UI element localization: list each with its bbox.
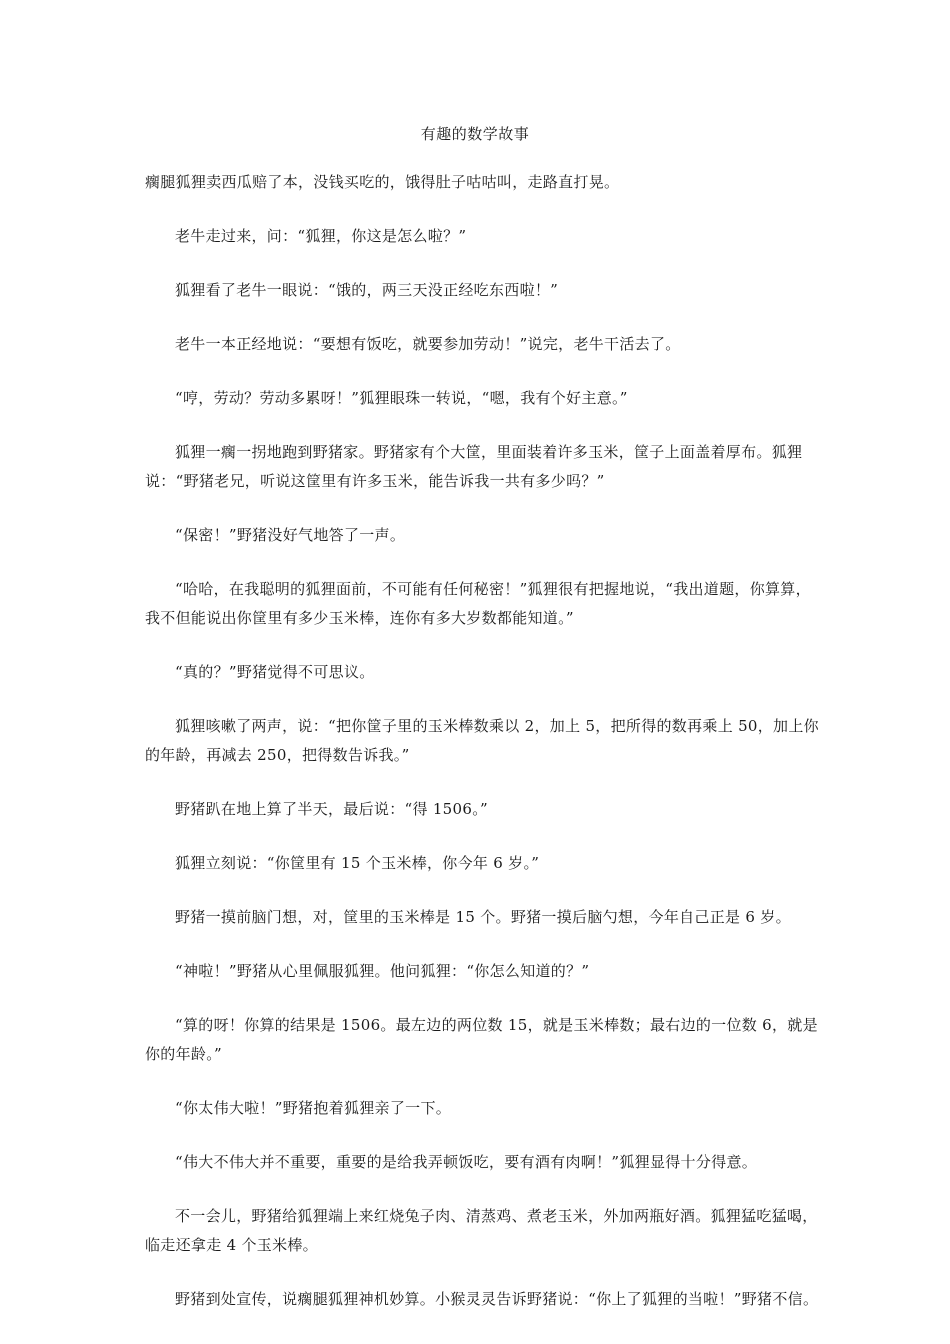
- paragraph: 狐狸立刻说：“你筐里有 15 个玉米棒，你今年 6 岁。”: [175, 854, 540, 872]
- document-title: 有趣的数学故事: [420, 125, 530, 143]
- document-body: [145, 168, 820, 1339]
- paragraph: 不一会儿，野猪给狐狸端上来红烧兔子肉、清蒸鸡、煮老玉米，外加两瓶好酒。狐狸猛吃猛喝，临走还拿走 4 个玉米棒。: [145, 1207, 818, 1254]
- paragraph: 狐狸看了老牛一眼说：“饿的，两三天没正经吃东西啦！”: [175, 281, 559, 299]
- paragraph: “你太伟大啦！”野猪抱着狐狸亲了一下。: [175, 1099, 452, 1117]
- paragraph: “哈哈，在我聪明的狐狸面前，不可能有任何秘密！”狐狸很有把握地说，“我出道题，你算算，我不但能说出你筐里有多少玉米棒，连你有多大岁数都能知道。”: [145, 580, 811, 627]
- paragraph: “哼，劳动？劳动多累呀！”狐狸眼珠一转说，“嗯，我有个好主意。”: [175, 389, 628, 407]
- paragraph: 老牛走过来，问：“狐狸，你这是怎么啦？”: [175, 227, 467, 245]
- paragraph: 野猪到处宣传，说瘸腿狐狸神机妙算。小猴灵灵告诉野猪说：“你上了狐狸的当啦！”野猪不信。: [175, 1290, 819, 1308]
- paragraph: 狐狸一瘸一拐地跑到野猪家。野猪家有个大筐，里面装着许多玉米，筐子上面盖着厚布。狐狸说：“野猪老兄，听说这筐里有许多玉米，能告诉我一共有多少吗？”: [145, 443, 803, 490]
- paragraph: 野猪趴在地上算了半天，最后说：“得 1506。”: [175, 800, 488, 818]
- paragraph: 老牛一本正经地说：“要想有饭吃，就要参加劳动！”说完，老牛干活去了。: [175, 335, 681, 353]
- paragraph: 瘸腿狐狸卖西瓜赔了本，没钱买吃的，饿得肚子咕咕叫，走路直打晃。: [145, 173, 620, 191]
- paragraph: 狐狸咳嗽了两声，说：“把你筐子里的玉米棒数乘以 2，加上 5，把所得的数再乘上 50，加上你的年龄，再减去 250，把得数告诉我。”: [145, 717, 819, 764]
- paragraph: 野猪一摸前脑门想，对，筐里的玉米棒是 15 个。野猪一摸后脑勺想，今年自己正是 6 岁。: [175, 908, 791, 926]
- paragraph: “神啦！”野猪从心里佩服狐狸。他问狐狸：“你怎么知道的？”: [175, 962, 590, 980]
- paragraph: “保密！”野猪没好气地答了一声。: [175, 526, 406, 544]
- paragraph: “真的？”野猪觉得不可思议。: [175, 663, 375, 681]
- paragraph: “算的呀！你算的结果是 1506。最左边的两位数 15，就是玉米棒数；最右边的一位数 6，就是你的年龄。”: [145, 1016, 818, 1063]
- paragraph: “伟大不伟大并不重要，重要的是给我弄顿饭吃，要有酒有肉啊！”狐狸显得十分得意。: [175, 1153, 758, 1171]
